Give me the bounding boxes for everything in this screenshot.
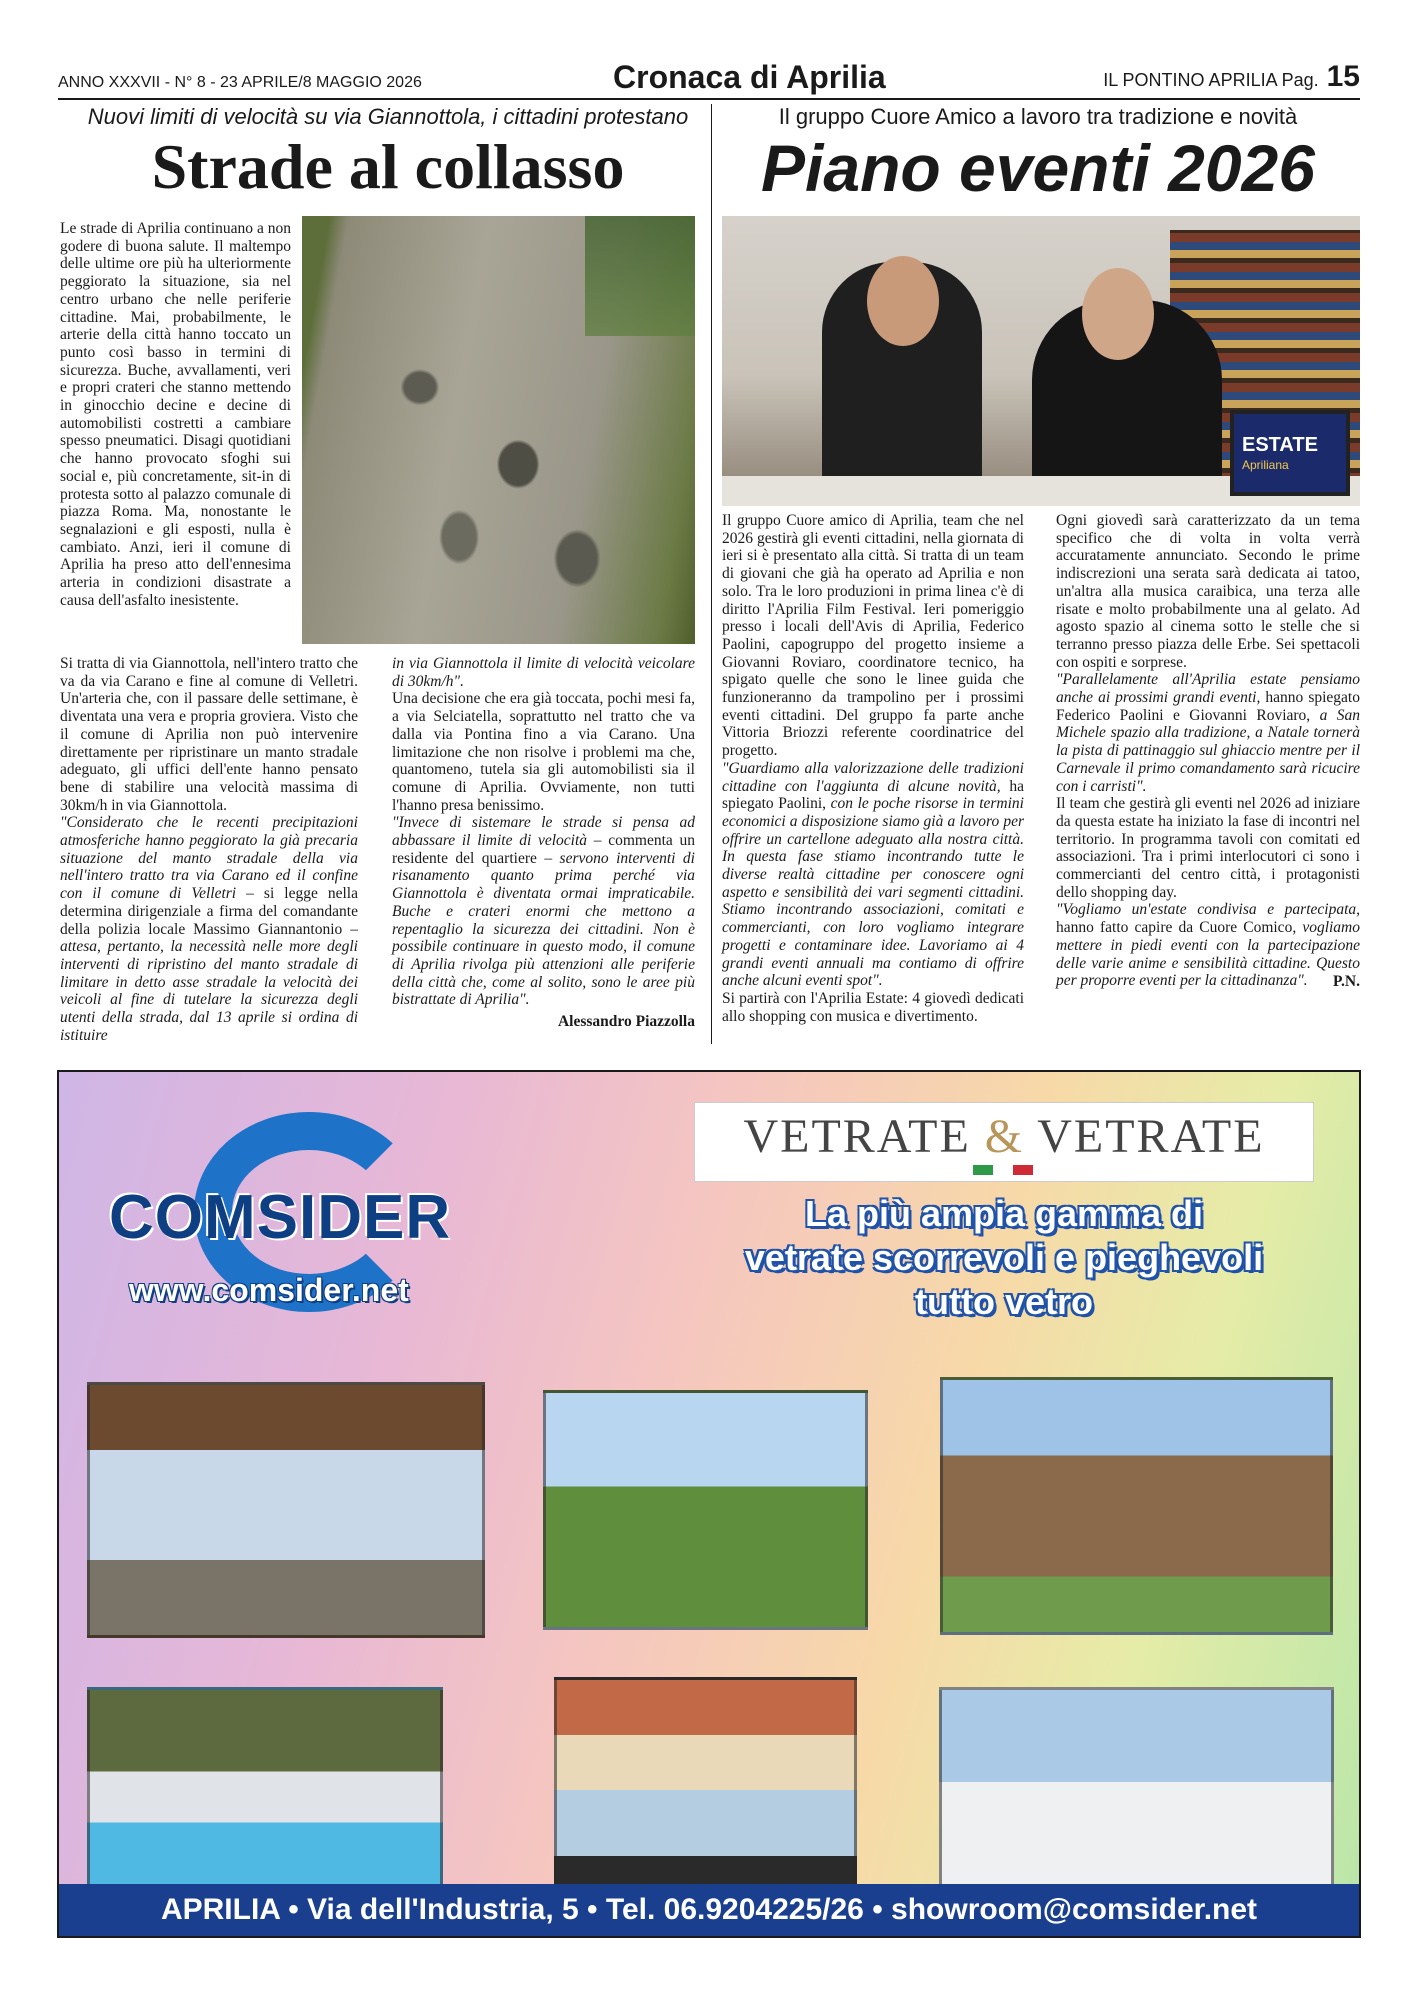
left-article-paragraph: Le strade di Aprilia continuano a non godere di buona salute. Il maltempo delle ultime ore più ha ulteriormente peggiorato la situazione, sia nel centro urbano che nelle periferie cittadine. Mai, probabilmente, le arterie della città hanno toccato un punto così basso in termini di sicurezza. Buche, avvallamenti, veri e propri crateri che stanno mettendo in ginocchio decine e decine di automobilisti costretti a cambiare spesso pneumatici. Disagi quotidiani che hanno provocato sfoghi sui social e, più concretamente, sit-in di protesta sotto al palazzo comunale di piazza Roma. Ma, nonostante le segnalazioni e gli esposti, nulla è cambiato. Anzi, ieri il comune di Aprilia ha preso atto dell'ennesima arteria in condizioni disastrate a causa dell'asfalto inesistente.: [60, 220, 291, 609]
comsider-logo: [79, 1112, 559, 1332]
quote-text: servono interventi di risanamento quanto prima perché via Giannottola è diventata ormai impraticabile. Buche e crateri enormi che mettono a repentaglio la sicurezza dei cittadini. Non è possibile continuare in questo modo, il comune di Aprilia rivolga più attenzioni alle periferie della città che, come al solito, sono le aree più bistrattate di Aprilia".: [392, 849, 695, 1009]
roadside-foliage: [585, 216, 695, 336]
right-article-kicker: Il gruppo Cuore Amico a lavoro tra tradizione e novità: [778, 104, 1298, 129]
right-article-paragraph: Ogni giovedì sarà caratterizzato da un tema specifico che di volta in volta verrà accuratamente annunciato. Secondo le prime indiscrezioni una serata sarà dedicata ai tatoo, un'altra alla musica caraibica, una terza alle risate e molto probabilmente una al gelato. Ad agosto spazio al cinema sotto le stelle che si terranno presso piazza delle Erbe. Sei spettacoli con ospiti e sorprese.: [1056, 512, 1360, 671]
issue-info: ANNO XXXVII - N° 8 - 23 APRILE/8 MAGGIO 2026: [58, 74, 422, 91]
tagline-line: vetrate scorrevoli e pieghevoli: [744, 1237, 1264, 1278]
header-rule: [58, 98, 1360, 100]
quote-text: "Invece di sistemare le strade si pensa ad abbassare il limite di velocità: [392, 814, 695, 850]
publication-name: IL PONTINO APRILIA Pag.: [1103, 70, 1319, 90]
publication-info: [1103, 60, 1360, 94]
quote-text: "Parallelamente all'Aprilia estate pensiamo anche ai prossimi grandi eventi,: [1056, 671, 1360, 707]
right-article-column-1: [722, 512, 1024, 1025]
brand-word: VETRATE: [743, 1110, 985, 1163]
glass-pool-enclosure-photo: [87, 1687, 443, 1897]
laptop-screen: [1230, 410, 1350, 496]
quote-text: con le poche risorse in termini economici a disposizione siamo già a lavoro per offrire un cartellone adeguato alla nostra città. In questa fase stiamo incontrando tutte le diverse realtà cittadine per conoscere ogni aspetto e sensibilità dei vari segmenti cittadini. Stiamo incontrando associazioni, comitati e commercianti, con loro vogliamo integrare progetti e contaminare idee. Lavoriamo ai 4 grandi eventi annuali ma contiamo di offrire anche alcuni eventi spot".: [722, 795, 1024, 990]
flag-green: [973, 1165, 993, 1175]
left-article-paragraph: Si tratta di via Giannottola, nell'intero tratto che va da via Carano e fine al comune di Velletri. Un'arteria che, con il passare delle settimane, è diventata una vera e propria groviera. Visto che il comune di Aprilia non può intervenire direttamente per ripristinare un manto stradale adeguato, gli uffici dell'ente hanno pensato bene di stabilire una velocità massima di 30km/h in via Giannottola.: [60, 655, 358, 814]
laptop-screen-subtitle: Apriliana: [1242, 458, 1289, 472]
quote-text: vogliamo mettere in piedi eventi con la partecipazione delle varie anime e sensibilità cittadine. Questo per proporre eventi per la cittadinanza".: [1056, 919, 1360, 990]
left-article-column-2: [60, 655, 358, 1044]
attribution-text: ha spiegato Paolini,: [722, 777, 1024, 813]
brand-word: VETRATE: [1024, 1110, 1265, 1163]
attribution-text: – si legge nella determina dirigenziale a firma del comandante della polizia locale Massimo Giannantonio –: [60, 885, 358, 938]
quote-text: "Vogliamo un'estate condivisa e partecipata,: [1056, 901, 1360, 919]
right-article-headline: Piano eventi 2026: [761, 131, 1315, 205]
left-article-quote-paragraph: [392, 814, 695, 1009]
section-title: Cronaca di Aprilia: [613, 59, 886, 95]
person-right-head: [1082, 268, 1154, 360]
quote-text: a San Michele spazio alla tradizione, a Natale tornerà la pista di pattinaggio sul ghiaccio mentre per il Carnevale il primo comandamento sarà ricucire con i carristi".: [1056, 706, 1361, 795]
logo-website: www.comsider.net: [129, 1272, 409, 1308]
quote-text: "Guardiamo alla valorizzazione delle tradizioni cittadine con l'aggiunta di alcune novità,: [722, 759, 1024, 795]
quote-text: attesa, pertanto, la necessità nelle more degli interventi di ripristino del manto stradale di limitare in detto asse stradale la velocità dei veicoli al fine di tutelare la sicurezza degli utenti della strada, dal 13 aprile si ordina di istituire: [60, 938, 358, 1044]
quote-text: "Considerato che le recenti precipitazioni atmosferiche hanno peggiorato la già precaria situazione del manto stradale della via nell'intero tratto tra via Carano ed il confine con il comune di Velletri: [60, 814, 358, 903]
tagline-line: La più ampia gamma di: [804, 1193, 1204, 1234]
logo-wordmark: COMSIDER: [109, 1183, 452, 1252]
flag-red: [1013, 1165, 1033, 1175]
vetrate-brand-box: [694, 1102, 1314, 1182]
quote-text: in via Giannottola il limite di velocità veicolare di 30km/h".: [392, 655, 695, 690]
right-article-quote-paragraph: [722, 760, 1024, 990]
italian-flag-icon: [973, 1165, 1033, 1175]
ad-tagline: [674, 1192, 1334, 1324]
brand-ampersand: &: [984, 1110, 1025, 1163]
laptop-screen-title: ESTATE: [1242, 434, 1318, 456]
right-article-byline: P.N.: [1333, 972, 1360, 990]
right-article-paragraph: Il gruppo Cuore amico di Aprilia, team che nel 2026 gestirà gli eventi cittadini, nella giornata di ieri si è presentato alla città. Si tratta di un team di giovani che già ha operato ad Aprilia e non solo. Tra le loro produzioni in prima linea c'è di diritto l'Aprilia Film Festival. Ieri pomeriggio presso i locali dell'Avis di Aprilia, Federico Paolini, capogruppo del progetto insieme a Giovanni Roviaro, coordinatore tecnico, ha spigato quelle che sono le linee guida che funzioneranno da trampolino per i prossimi eventi cittadini. Del gruppo fa parte anche Vittoria Briozzi referente coordinatrice del progetto.: [722, 512, 1024, 760]
masthead: [58, 56, 1360, 96]
right-article-quote-paragraph: [1056, 671, 1360, 795]
attribution-text: hanno spiegato Federico Paolini e Giovanni Roviaro,: [1056, 689, 1360, 724]
left-article-quote-paragraph: [60, 814, 358, 1044]
left-article-byline: Alessandro Piazzolla: [557, 1013, 695, 1031]
tagline-line: tutto vetro: [915, 1281, 1093, 1322]
left-article-column-3: [392, 655, 695, 1031]
comsider-advertisement[interactable]: [57, 1070, 1361, 1938]
right-article-column-2: [1056, 512, 1360, 991]
flag-white: [993, 1165, 1013, 1175]
damaged-road-photo: [302, 216, 695, 644]
glass-patio-photo: [940, 1377, 1333, 1635]
glass-balcony-photo: [554, 1677, 857, 1903]
left-article-quote-paragraph: [392, 655, 695, 690]
page-number: 15: [1326, 60, 1360, 93]
attribution-text: hanno fatto capire da Cuore Comico,: [1056, 919, 1303, 937]
team-presentation-photo: [722, 216, 1360, 506]
left-article-paragraph: Una decisione che era già toccata, pochi mesi fa, a via Selciatella, soprattutto nel tratto che va dalla via Pontina fino a via Carano. Una limitazione che non risolve i problemi ma che, quantomeno, tutela sia gli automobilisti sia il comune di Aprilia. Ovviamente, non tutti l'hanno presa benissimo.: [392, 690, 695, 814]
column-separator: [711, 104, 712, 1044]
left-article-headline: Strade al collasso: [151, 131, 625, 202]
glass-terrace-photo: [939, 1687, 1334, 1897]
left-article-kicker: Nuovi limiti di velocità su via Giannottola, i cittadini protestano: [87, 104, 689, 129]
right-article-paragraph: Si partirà con l'Aprilia Estate: 4 giovedì dedicati allo shopping con musica e divertimento.: [722, 989, 1024, 1025]
vetrate-brand-name: [695, 1103, 1313, 1171]
attribution-text: – commenta un residente del quartiere –: [392, 832, 695, 867]
ad-contact-bar: APRILIA • Via dell'Industria, 5 • Tel. 06.9204225/26 • showroom@comsider.net: [59, 1884, 1359, 1936]
glass-veranda-photo: [87, 1382, 485, 1638]
person-left-head: [867, 256, 939, 346]
left-article-column-1: [60, 220, 291, 609]
glass-pergola-photo: [543, 1390, 868, 1630]
right-article-paragraph: Il team che gestirà gli eventi nel 2026 ad iniziare da questa estate ha iniziato la fase di incontri nel territorio. In programma tavoli con comitati ed associazioni. Tra i primi interlocutori ci sono i commercianti del centro città, i protagonisti dello shopping day.: [1056, 795, 1360, 901]
